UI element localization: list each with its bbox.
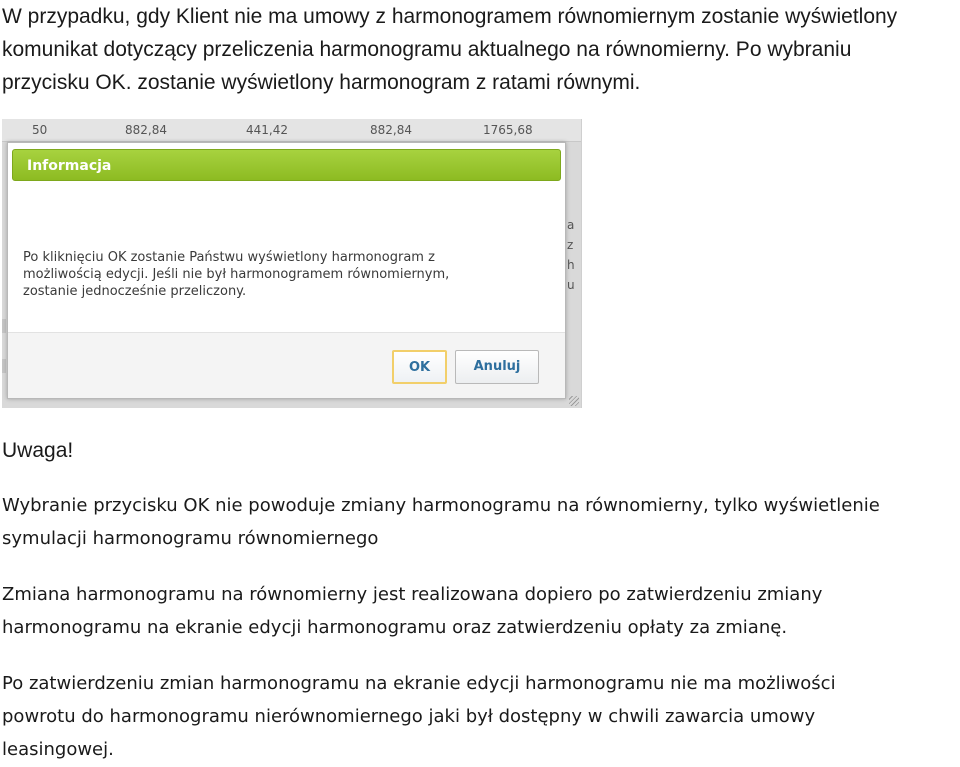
intro-line: W przypadku, gdy Klient nie ma umowy z harmonogramem równomiernym zostanie wyświetlony xyxy=(2,5,898,28)
warning-heading: Uwaga! xyxy=(2,439,74,462)
paragraph-line: powrotu do harmonogramu nierównomiernego jaki był dostępny w chwili zawarcia umowy xyxy=(2,706,816,727)
dialog-screenshot xyxy=(2,119,582,408)
background-mark xyxy=(2,359,6,373)
ok-button[interactable]: OK xyxy=(392,350,447,384)
cancel-button[interactable]: Anuluj xyxy=(455,350,539,384)
paragraph-line: Po zatwierdzeniu zmian harmonogramu na ekranie edycji harmonogramu nie ma możliwości xyxy=(2,673,836,694)
intro-line: komunikat dotyczący przeliczenia harmonogramu aktualnego na równomierny. Po wybraniu xyxy=(2,38,852,61)
background-side-text xyxy=(567,215,582,295)
background-grid-row xyxy=(2,119,581,142)
dialog-message xyxy=(23,249,543,300)
dialog-message-line: Po kliknięciu OK zostanie Państwu wyświetlony harmonogram z xyxy=(23,250,435,265)
grid-cell: 882,84 xyxy=(370,123,412,137)
paragraph-ok-effect xyxy=(2,489,960,555)
side-fragment: a xyxy=(567,218,575,232)
paragraph-line: Wybranie przycisku OK nie powoduje zmiany harmonogramu na równomierny, tylko wyświetlenie xyxy=(2,495,880,516)
dialog-footer xyxy=(8,332,565,398)
paragraph-line: symulacji harmonogramu równomiernego xyxy=(2,528,379,549)
intro-paragraph xyxy=(2,0,957,99)
dialog-message-line: zostanie jednocześnie przeliczony. xyxy=(23,284,247,299)
resize-handle-icon xyxy=(569,396,579,406)
background-mark xyxy=(2,319,6,333)
paragraph-line: Zmiana harmonogramu na równomierny jest realizowana dopiero po zatwierdzeniu zmiany xyxy=(2,584,823,605)
paragraph-approval xyxy=(2,578,960,644)
paragraph-line: leasingowej. xyxy=(2,739,114,760)
grid-cell: 1765,68 xyxy=(483,123,533,137)
dialog-title: Informacja xyxy=(12,149,561,181)
grid-cell: 441,42 xyxy=(246,123,288,137)
grid-cell: 50 xyxy=(32,123,48,137)
side-fragment: h u xyxy=(567,258,575,292)
paragraph-line: harmonogramu na ekranie edycji harmonogramu oraz zatwierdzeniu opłaty za zmianę. xyxy=(2,617,788,638)
intro-line: przycisku OK. zostanie wyświetlony harmonogram z ratami równymi. xyxy=(2,71,641,94)
grid-cell: 882,84 xyxy=(125,123,167,137)
dialog-message-line: możliwością edycji. Jeśli nie był harmonogramem równomiernym, xyxy=(23,267,450,282)
side-fragment: z xyxy=(567,238,574,252)
paragraph-no-return xyxy=(2,667,960,766)
info-dialog xyxy=(7,142,566,399)
